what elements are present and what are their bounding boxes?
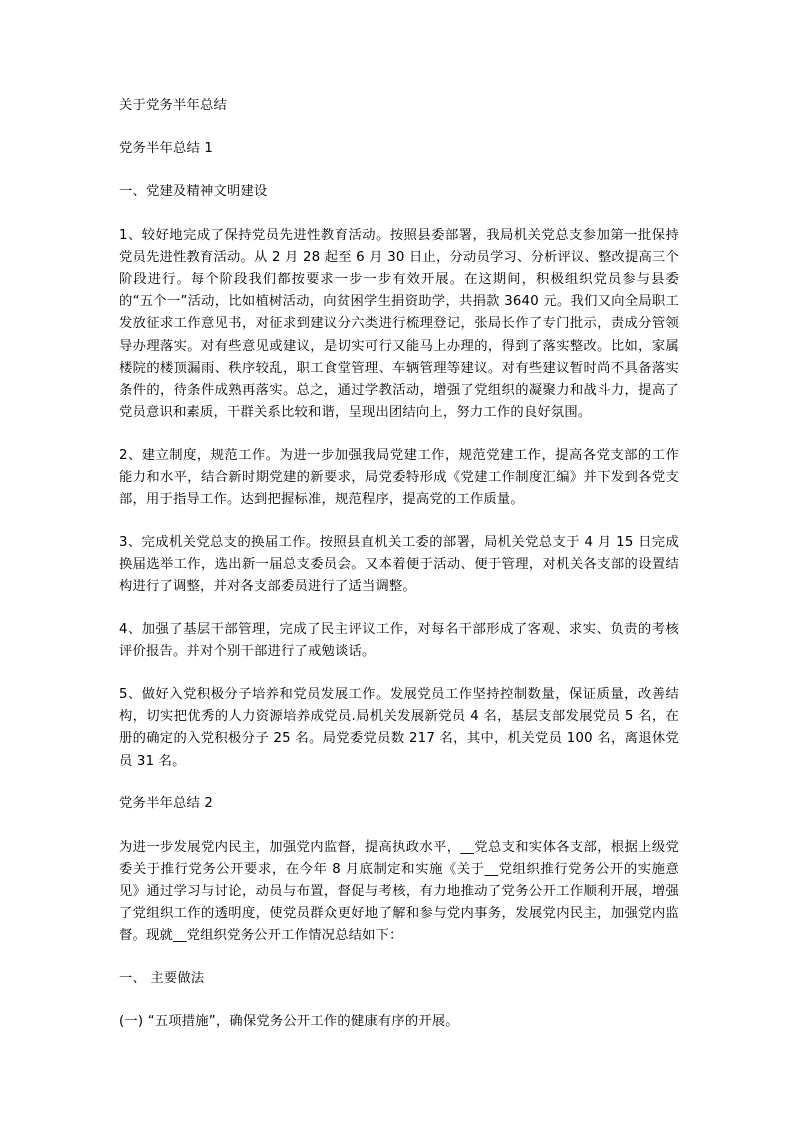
section-2-subheading: 一、 主要做法: [119, 971, 205, 987]
document-page: [119, 95, 679, 1054]
section-1-paragraph-4: 4、加强了基层干部管理，完成了民主评议工作，对每名干部形成了客观、求实、负责的考核评价报告。并对个别干部进行了戒勉谈话。: [119, 622, 679, 660]
section-1-paragraph-5: 5、做好入党积极分子培养和党员发展工作。发展党员工作坚持控制数量，保证质量，改善结构，切实把优秀的人力资源培养成党员.局机关发展新党员 4 名，基层支部发展党员 5 名，在册的确定的入党积极分子 25 名。局党委党员数 217 名，其中，机关党员 100 名，离退休党员 31 名。: [119, 687, 679, 769]
section-2-paragraph-1: 为进一步发展党内民主，加强党内监督，提高执政水平，__党总支和实体各支部，根据上级党委关于推行党务公开要求，在今年 8 月底制定和实施《关于__党组织推行党务公开的实施意见》通过学习与讨论，动员与布置，督促与考核，有力地推动了党务公开工作顺利开展，增强了党组织工作的透明度，使党员群众更好地了解和参与党内事务，发展党内民主，加强党内监督。现就__党组织党务公开工作情况总结如下：: [119, 839, 679, 944]
section-1-paragraph-3: 3、完成机关党总支的换届工作。按照县直机关工委的部署，局机关党总支于 4 月 15 日完成换届选举工作，选出新一届总支委员会。又本着便于活动、便于管理，对机关各支部的设置结构进行了调整，并对各支部委员进行了适当调整。: [119, 535, 679, 595]
section-2-title: 党务半年总结 2: [119, 796, 214, 812]
section-1-paragraph-1: 1、较好地完成了保持党员先进性教育活动。按照县委部署，我局机关党总支参加第一批保持党员先进性教育活动。从 2 月 28 起至 6 月 30 日止，分动员学习、分析评议、整改提高三个阶段进行。每个阶段我们都按要求一步一步有效开展。在这期间，积极组织党员参与县委的“五个一”活动，比如植树活动，向贫困学生捐资助学，共捐款 3640 元。我们又向全局职工发放征求工作意见书，对征求到建议分六类进行梳理登记，张局长作了专门批示，责成分管领导办理落实。对有些意见或建议，是切实可行又能马上办理的，得到了落实整改。比如，家属楼院的楼顶漏雨、秩序较乱，职工食堂管理、车辆管理等建议。对有些建议暂时尚不具备落实条件的，待条件成熟再落实。总之，通过学教活动，增强了党组织的凝聚力和战斗力，提高了党员意识和素质，干群关系比较和谐，呈现出团结向上，努力工作的良好氛围。: [119, 227, 679, 421]
section-1-paragraph-2: 2、建立制度，规范工作。为进一步加强我局党建工作，规范党建工作，提高各党支部的工作能力和水平，结合新时期党建的新要求，局党委特形成《党建工作制度汇编》并下发到各党支部，用于指导工作。达到把握标准，规范程序，提高党的工作质量。: [119, 447, 679, 508]
section-1-subheading: 一、党建及精神文明建设: [119, 184, 268, 200]
document-title: 关于党务半年总结: [119, 98, 227, 113]
section-1-title: 党务半年总结 1: [119, 141, 214, 157]
section-2-item-1: (一) “五项措施”，确保党务公开工作的健康有序的开展。: [119, 1014, 459, 1030]
